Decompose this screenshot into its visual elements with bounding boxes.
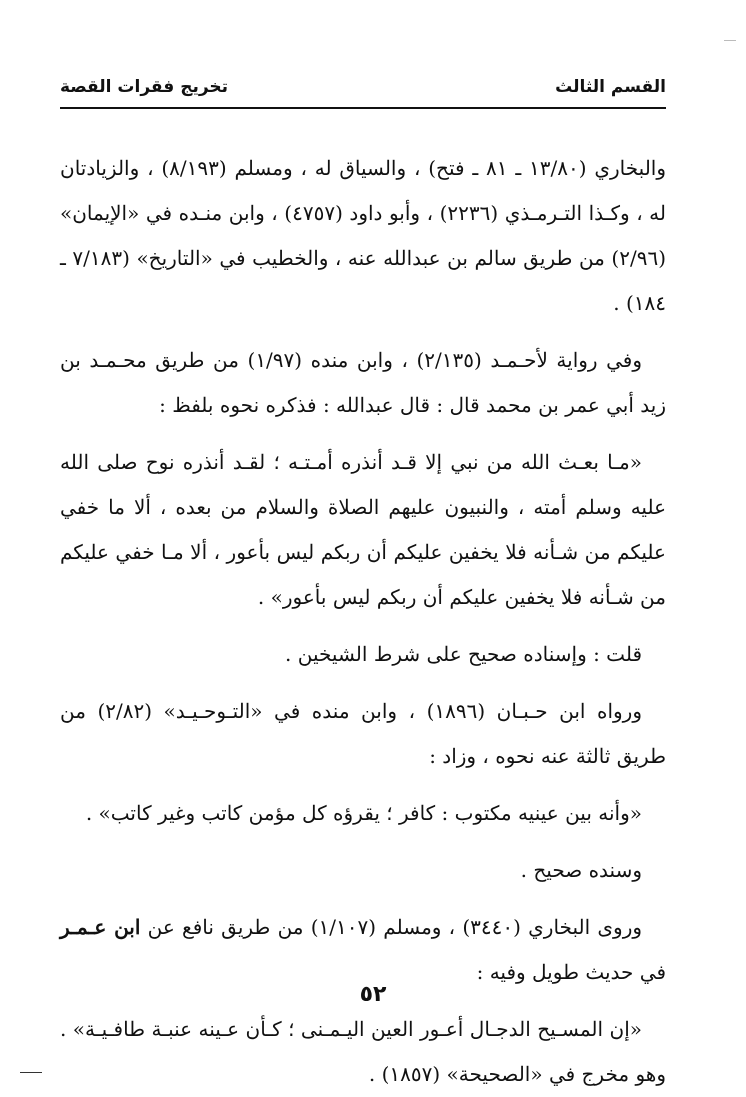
paragraph-9-quote: «إن المسـيح الدجـال أعـور العين اليـمـنى ؛ كـأن عـينه عنبـة طافـيـة» . وهو مخرج في «الصحيحة» (١٨٥٧) .: [60, 1017, 666, 1086]
scan-mark: [724, 40, 736, 41]
page-number: ٥٢: [359, 982, 387, 1007]
scan-mark-bottom: [20, 1072, 42, 1073]
paragraph-8-end: في حديث طويل وفيه :: [476, 960, 666, 984]
page-body: [60, 146, 666, 1097]
paragraph-4: قلت : وإسناده صحيح على شرط الشيخين .: [285, 642, 642, 666]
header-rule: [60, 107, 666, 109]
header-title: تخريج فقرات القصة: [60, 77, 229, 97]
paragraph-1: والبخاري (١٣/٨٠ ـ ٨١ ـ فتح) ، والسياق له ، ومسلم (٨/١٩٣) ، والزيادتان له ، وكـذا التـرمـذي (٢٢٣٦) ، وأبو داود (٤٧٥٧) ، وابن منـده في «الإيمان» (٢/٩٦) من طريق سالم بن عبدالله عنه ، والخطيب في «التاريخ» (٧/١٨٣ ـ ١٨٤) .: [60, 156, 667, 315]
paragraph-2: وفي رواية لأحـمـد (٢/١٣٥) ، وابن منده (١/٩٧) من طريق محـمـد بن زيد أبي عمر بن محمد قال : قال عبدالله : فذكره نحوه بلفظ :: [60, 348, 666, 417]
paragraph-5: ورواه ابن حـبـان (١٨٩٦) ، وابن منده في «التـوحـيـد» (٢/٨٢) من طريق ثالثة عنه نحوه ، وزاد :: [60, 699, 666, 768]
running-header: [60, 72, 666, 102]
narrator-name: ابن عـمـر: [60, 915, 141, 939]
paragraph-8-start: وروى البخاري (٣٤٤٠) ، ومسلم (١/١٠٧) من طريق نافع عن: [140, 915, 643, 939]
header-section: القسم الثالث: [555, 77, 666, 97]
paragraph-7: وسنده صحيح .: [520, 858, 642, 882]
paragraph-6-quote: «وأنه بين عينيه مكتوب : كافر ؛ يقرؤه كل مؤمن كاتب وغير كاتب» .: [85, 801, 642, 825]
paragraph-3-quote: «مـا بعـث الله من نبي إلا قـد أنذره أمـتـه ؛ لقـد أنذره نوح صلى الله عليه وسلم أمته ، والنبيون عليهم الصلاة والسلام من بعده ، ألا ما خفي عليكم من شـأنه فلا يخفين عليكم أن ربكم ليس بأعور ، ألا مـا خفي عليكم من شـأنه فلا يخفين عليكم أن ربكم ليس بأعور» .: [60, 450, 667, 609]
